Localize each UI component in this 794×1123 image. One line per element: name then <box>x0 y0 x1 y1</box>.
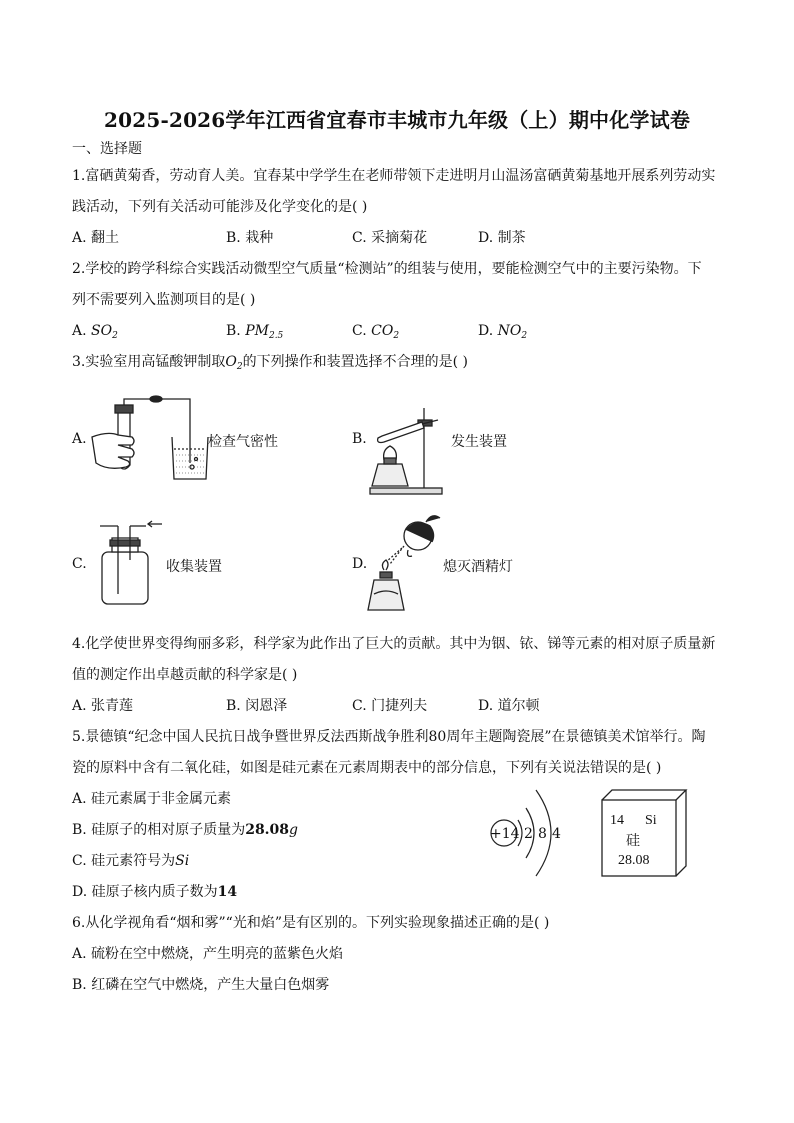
q2-option-c: C. $CO_2$ <box>352 323 400 341</box>
q5-option-a: A. 硅元素属于非金属元素 <box>72 791 232 807</box>
atom-shell-2-electrons: 8 <box>538 826 547 842</box>
q3-fig-b-letter: B. <box>352 431 367 447</box>
q3-fig-a-caption: 检查气密性 <box>208 434 278 450</box>
q3-fig-d-caption: 熄灭酒精灯 <box>443 559 513 575</box>
q5-option-c: C. 硅元素符号为Si <box>72 853 190 869</box>
q5-stem-line1: 5.景德镇“纪念中国人民抗日战争暨世界反法西斯战争胜利80周年主题陶瓷展”在景德镇美术馆举行。陶 <box>72 729 706 745</box>
q2-stem-line2: 列不需要列入监测项目的是( ) <box>72 292 256 308</box>
element-name: 硅 <box>626 833 640 849</box>
q4-option-a: A. 张青莲 <box>72 698 134 714</box>
q1-stem-line1: 1.富硒黄菊香，劳动育人美。宜春某中学学生在老师带领下走进明月山温汤富硒黄菊基地开展系列劳动实 <box>72 168 716 184</box>
q3-fig-c-caption: 收集装置 <box>166 559 222 575</box>
element-atomic-mass: 28.08 <box>618 853 650 868</box>
q2-stem-line1: 2.学校的跨学科综合实践活动微型空气质量“检测站”的组装与使用，要能检测空气中的主要污染物。下 <box>72 261 702 277</box>
blowing-out-lamp-illustration <box>366 512 446 622</box>
element-symbol: Si <box>645 813 657 828</box>
q2-option-a: A. $SO_2$ <box>72 323 118 341</box>
q6-option-b: B. 红磷在空气中燃烧，产生大量白色烟雾 <box>72 977 330 993</box>
q5-option-b: B. 硅原子的相对原子质量为28.08g <box>72 822 299 838</box>
q4-stem-line1: 4.化学使世界变得绚丽多彩，科学家为此作出了巨大的贡献。其中为铟、铱、锑等元素的相对原子质量新 <box>72 636 716 652</box>
q5-stem-line2: 瓷的原料中含有二氧化硅，如图是硅元素在元素周期表中的部分信息，下列有关说法错误的是( ) <box>72 760 662 776</box>
airtightness-check-illustration <box>88 393 218 485</box>
q4-option-d: D. 道尔顿 <box>478 698 540 714</box>
q2-option-d: D. $NO_2$ <box>478 323 528 341</box>
collection-apparatus-illustration <box>96 516 168 606</box>
q3-fig-b-caption: 发生装置 <box>451 434 507 450</box>
atom-shell-1-electrons: 2 <box>524 826 533 842</box>
q6-stem: 6.从化学视角看“烟和雾”“光和焰”是有区别的。下列实验现象描述正确的是( ) <box>72 915 550 931</box>
q3-fig-a-letter: A. <box>72 431 87 447</box>
q6-option-a: A. 硫粉在空中燃烧，产生明亮的蓝紫色火焰 <box>72 946 344 962</box>
exam-title: 2025-2026学年江西省宜春市丰城市九年级（上）期中化学试卷 <box>103 108 691 132</box>
q4-option-c: C. 门捷列夫 <box>352 698 428 714</box>
element-atomic-number: 14 <box>610 813 624 828</box>
q5-option-d: D. 硅原子核内质子数为14 <box>72 884 238 900</box>
section-heading: 一、选择题 <box>72 141 142 157</box>
q4-option-b: B. 闵恩泽 <box>226 698 288 714</box>
q4-stem-line2: 值的测定作出卓越贡献的科学家是( ) <box>72 667 298 683</box>
q3-fig-c-letter: C. <box>72 556 87 572</box>
atom-nucleus-charge: +14 <box>490 826 520 842</box>
q3-fig-d-letter: D. <box>352 556 368 572</box>
atom-shell-3-electrons: 4 <box>552 826 561 842</box>
generation-apparatus-illustration <box>368 406 448 496</box>
q1-option-a: A. 翻土 <box>72 230 120 246</box>
q1-stem-line2: 践活动，下列有关活动可能涉及化学变化的是( ) <box>72 199 368 215</box>
q2-option-b: B. $PM_{2.5}$ <box>226 323 284 341</box>
q1-option-b: B. 栽种 <box>226 230 274 246</box>
q1-option-d: D. 制茶 <box>478 230 526 246</box>
q1-option-c: C. 采摘菊花 <box>352 230 428 246</box>
q3-stem: 3.实验室用高锰酸钾制取$O_2$的下列操作和装置选择不合理的是( ) <box>72 354 468 372</box>
